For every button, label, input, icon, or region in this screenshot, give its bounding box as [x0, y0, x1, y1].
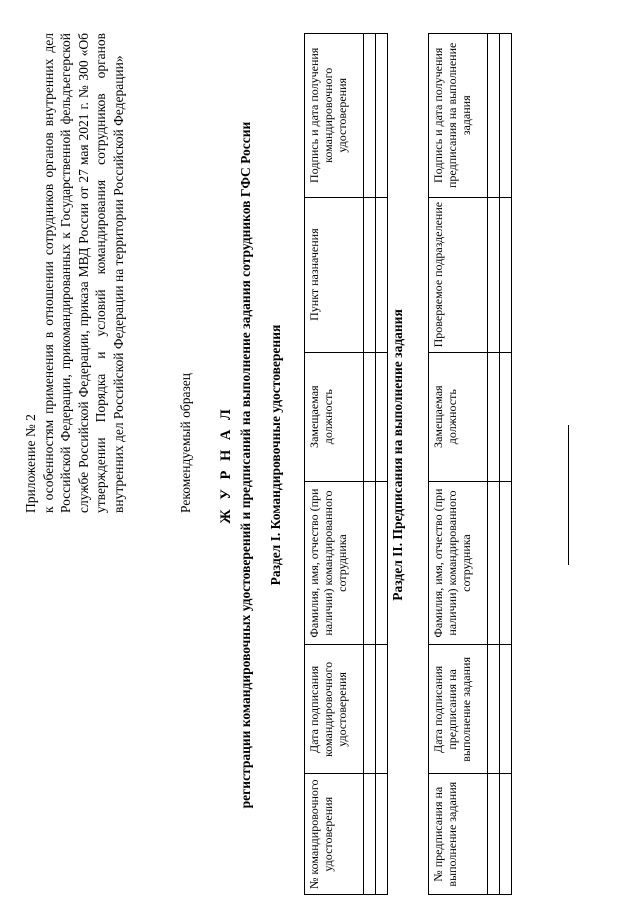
table-row	[500, 34, 512, 895]
table-cell	[488, 352, 500, 481]
column-header: Дата подписания предписания на выполнение задания	[429, 645, 488, 774]
table-cell	[364, 352, 376, 481]
column-header: Замещаемая должность	[429, 352, 488, 481]
column-header: Проверяемое подразделение	[429, 197, 488, 352]
table-cell	[364, 645, 376, 774]
table-cell	[500, 481, 512, 645]
recommended-sample-label: Рекомендуемый образец	[178, 372, 193, 513]
section-1-title: Раздел I. Командировочные удостоверения	[268, 324, 283, 586]
section-2-title: Раздел II. Предписания на выполнение задания	[390, 309, 405, 601]
table-row	[364, 34, 376, 895]
table-cell	[376, 645, 388, 774]
table-header-row	[429, 34, 488, 895]
column-header: Фамилия, имя, отчество (при наличии) командированного сотрудника	[429, 481, 488, 645]
table-cell	[364, 774, 376, 895]
table-cell	[488, 197, 500, 352]
table-cell	[364, 481, 376, 645]
table-cell	[376, 197, 388, 352]
column-header: Пункт назначения	[305, 197, 364, 352]
table-cell	[364, 34, 376, 198]
section-1-table	[304, 33, 388, 895]
table-cell	[500, 774, 512, 895]
appendix-block	[22, 33, 127, 513]
table-cell	[376, 352, 388, 481]
table-cell	[500, 645, 512, 774]
table-cell	[364, 197, 376, 352]
table-cell	[500, 352, 512, 481]
column-header: Подпись и дата получения предписания на выполнение задания	[429, 34, 488, 198]
appendix-number: Приложение № 2	[23, 414, 38, 513]
table-cell	[488, 481, 500, 645]
table-cell	[376, 481, 388, 645]
table-cell	[500, 197, 512, 352]
column-header: Фамилия, имя, отчество (при наличии) командированного сотрудника	[305, 481, 364, 645]
table-cell	[488, 774, 500, 895]
table-header-row	[305, 34, 364, 895]
table-cell	[488, 34, 500, 198]
column-header: № командировочного удостоверения	[305, 774, 364, 895]
section-2-table	[428, 33, 512, 895]
table-row	[376, 34, 388, 895]
column-header: № предписания на выполнение задания	[429, 774, 488, 895]
table-cell	[500, 34, 512, 198]
column-header: Подпись и дата получения командировочного удостоверения	[305, 34, 364, 198]
table-cell	[376, 774, 388, 895]
appendix-text: к особенностям применения в отношении сотрудников органов внутренних дел Российской Федерации, прикомандированных к Государственной фельдъегерской службе Российской Федерации, приказа МВД России от 27 мая 2021 г. № 300 «Об утверждении Порядка и условий командирования сотрудников органов внутренних дел Российской Федерации на территории Российской Федерации»	[40, 33, 126, 513]
column-header: Замещаемая должность	[305, 352, 364, 481]
column-header: Дата подписания командировочного удостоверения	[305, 645, 364, 774]
table-row	[488, 34, 500, 895]
journal-subtitle: регистрации командировочных удостоверений и предписаний на выполнение задания сотрудников ГФС России	[238, 121, 253, 809]
journal-title: Ж У Р Н А Л	[218, 406, 234, 524]
table-cell	[488, 645, 500, 774]
separator-line	[568, 425, 569, 565]
table-cell	[376, 34, 388, 198]
